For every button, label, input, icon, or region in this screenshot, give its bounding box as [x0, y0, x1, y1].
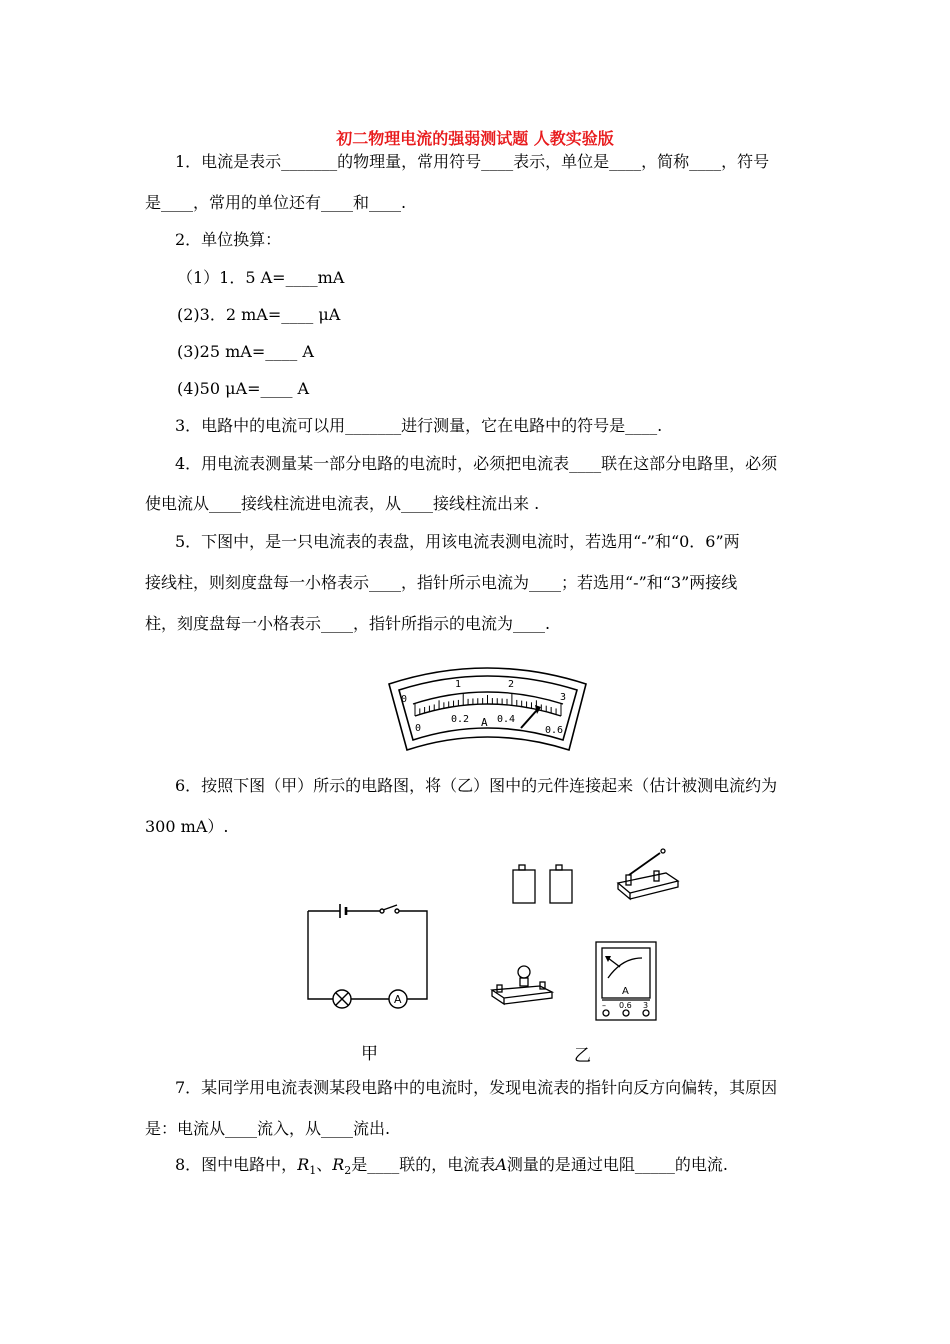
dial-needle: [521, 710, 537, 728]
question-4-line-1: 4．用电流表测量某一部分电路的电流时，必须把电流表____联在这部分电路里，必须: [175, 454, 778, 473]
lamp-bulb: [518, 966, 530, 978]
battery-cell-1: [513, 870, 535, 903]
left-wire: [308, 911, 333, 999]
dial-unit-label: A: [481, 716, 488, 729]
ammeter-dial-figure: [385, 660, 590, 756]
question-4-line-2: 使电流从____接线柱流进电流表，从____接线柱流出来 .: [145, 494, 540, 513]
battery-cell-1-terminal: [519, 865, 525, 870]
switch-handle: [661, 849, 665, 853]
battery-cell-2: [550, 870, 572, 903]
ammeter-letter: A: [495, 1155, 507, 1174]
page-title: 初二物理电流的强弱测试题 人教实验版: [336, 129, 614, 148]
small-meter-terminal-3: 3: [643, 1001, 649, 1010]
switch-blade-arm: [629, 853, 660, 875]
r1-subscript: 1: [309, 1164, 317, 1178]
right-wire: [399, 911, 427, 999]
q8-separator: 、: [316, 1155, 333, 1174]
lower-tick-2: 0.4: [497, 714, 516, 725]
question-7-line-2: 是：电流从____流入，从____流出.: [145, 1119, 391, 1138]
switch-blade: [383, 905, 397, 910]
terminal-0-6: [623, 1010, 629, 1016]
knife-switch: [612, 845, 684, 903]
battery-cell-2-terminal: [556, 865, 562, 870]
upper-tick-0: 0: [401, 694, 408, 705]
terminal-negative: [603, 1010, 609, 1016]
figure-label-jia: 甲: [361, 1044, 378, 1064]
question-7-line-1: 7．某同学用电流表测某段电路中的电流时，发现电流表的指针向反方向偏转，其原因: [175, 1078, 778, 1097]
lamp-base-front: [504, 992, 552, 1004]
battery-cells: [508, 862, 580, 906]
lower-tick-1: 0.2: [451, 714, 470, 725]
question-1-line-1: 1．电流是表示_______的物理量，常用符号____表示，单位是____，简称____，符号: [175, 152, 770, 171]
q8-prefix: 8．图中电路中，: [175, 1155, 298, 1174]
question-3-line-1: 3．电路中的电流可以用_______进行测量，它在电路中的符号是____.: [175, 416, 663, 435]
question-2-item-1: （1）1．5 A=____mA: [177, 268, 345, 287]
switch-base-front: [630, 881, 678, 899]
switch-base-top: [618, 873, 678, 893]
upper-tick-2: 2: [508, 679, 515, 690]
question-2-item-2: (2)3．2 mA=____ μA: [177, 305, 341, 324]
r2-subscript: 2: [344, 1164, 352, 1178]
small-needle: [608, 958, 620, 967]
lamp-terminal-left: [497, 985, 502, 992]
question-1-line-2: 是____，常用的单位还有____和____.: [145, 193, 407, 212]
r2-symbol: R: [332, 1155, 345, 1174]
figure-label-yi: 乙: [574, 1046, 591, 1066]
ammeter-component: [594, 940, 658, 1022]
question-5-line-3: 柱，刻度盘每一小格表示____，指针所指示的电流为____.: [145, 614, 551, 633]
ammeter-symbol-letter: A: [394, 993, 402, 1006]
q8-suffix: 测量的是通过电阻_____的电流.: [506, 1155, 728, 1174]
question-6-line-1: 6．按照下图（甲）所示的电路图，将（乙）图中的元件连接起来（估计被测电流约为: [175, 776, 778, 795]
terminal-3: [643, 1010, 649, 1016]
small-meter-unit: A: [622, 986, 629, 997]
question-2-item-4: (4)50 μA=____ A: [177, 379, 310, 398]
lamp-on-base: [488, 960, 556, 1006]
question-5-line-2: 接线柱，则刻度盘每一小格表示____，指针所示电流为____；若选用“-”和“3”两接线: [145, 573, 738, 592]
lamp-socket: [520, 978, 528, 986]
upper-tick-1: 1: [455, 679, 462, 690]
question-8-line-1: [175, 1155, 728, 1181]
lower-tick-3: 0.6: [545, 725, 564, 736]
r1-symbol: R: [297, 1155, 310, 1174]
switch-contact: [395, 909, 399, 913]
circuit-diagram-jia: [300, 895, 435, 1010]
question-2-item-3: (3)25 mA=____ A: [177, 342, 314, 361]
upper-tick-3: 3: [560, 692, 567, 703]
q8-middle: 是____联的，电流表: [351, 1155, 496, 1174]
question-6-line-2: 300 mA）.: [145, 817, 229, 836]
question-2-heading: 2．单位换算：: [175, 230, 282, 249]
small-meter-terminal-neg: –: [602, 1001, 606, 1010]
small-meter-terminal-06: 0.6: [619, 1001, 632, 1010]
question-5-line-1: 5．下图中，是一只电流表的表盘，用该电流表测电流时，若选用“-”和“0．6”两: [175, 532, 740, 551]
lower-tick-0: 0: [415, 723, 422, 734]
